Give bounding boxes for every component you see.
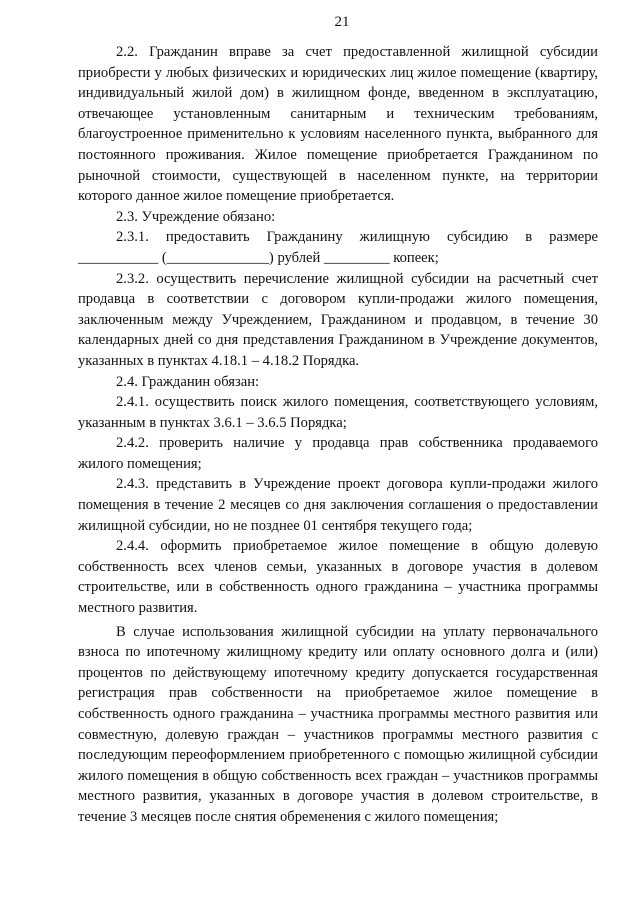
paragraph-2-4-3: 2.4.3. представить в Учреждение проект договора купли-продажи жилого помещения в течение 2 месяцев со дня заключения соглашения о предоставлении жилищной субсидии, но не позднее 01 сентября текущего года; (78, 476, 598, 534)
paragraph-2-4-4: 2.4.4. оформить приобретаемое жилое помещение в общую долевую собственность всех членов семьи, указанных в договоре участия в долевом строительстве, или в собственность одного гражданина – участника программы местного развития. (78, 538, 598, 617)
page-number: 21 (334, 14, 350, 30)
paragraph-mortgage-case: В случае использования жилищной субсидии на уплату первоначального взноса по ипотечному жилищному кредиту или оплату основного долга и (или) процентов по действующему ипотечному кредиту допускается государственная регистрация прав собственности на приобретаемое жилое помещение в собственность одного гражданина – участника программы местного развития или совместную, долевую граждан – участников программы местного развития с последующим переоформлением приобретенного с помощью жилищной субсидии жилого помещения в общую собственность всех граждан – участников программы местного развития, указанных в договоре участия в долевом строительстве, в течение 3 месяцев после снятия обременения с жилого помещения; (78, 623, 598, 825)
paragraph-2-3: 2.3. Учреждение обязано: (116, 208, 276, 225)
paragraph-2-4-1: 2.4.1. осуществить поиск жилого помещения, соответствующего условиям, указанным в пунктах 3.6.1 – 3.6.5 Порядка; (78, 394, 598, 431)
document-page (78, 12, 598, 828)
paragraph-2-2: 2.2. Гражданин вправе за счет предоставленной жилищной субсидии приобрести у любых физических и юридических лиц жилое помещение (квартиру, индивидуальный жилой дом) в жилищном фонде, введенном в эксплуатацию, отвечающее установленным санитарным и техническим требованиям, благоустроенное применительно к условиям населенного пункта, выбранного для постоянного проживания. Жилое помещение приобретается Гражданином по рыночной стоимости, существующей в населенном пункте, на территории которого данное жилое помещение приобретается. (78, 44, 598, 205)
paragraph-2-4: 2.4. Гражданин обязан: (116, 373, 260, 390)
paragraph-2-3-1: 2.3.1. предоставить Гражданину жилищную субсидию в размере ___________ (______________) рублей _________ копеек; (78, 229, 598, 266)
paragraph-2-4-2: 2.4.2. проверить наличие у продавца прав собственника продаваемого жилого помещения; (78, 435, 598, 472)
paragraph-2-3-2: 2.3.2. осуществить перечисление жилищной субсидии на расчетный счет продавца в соответствии с договором купли-продажи жилого помещения, заключенным между Учреждением, Гражданином и продавцом, в течение 30 календарных дней со дня представления Гражданином в Учреждение документов, указанных в пунктах 4.18.1 – 4.18.2 Порядка. (78, 270, 598, 369)
